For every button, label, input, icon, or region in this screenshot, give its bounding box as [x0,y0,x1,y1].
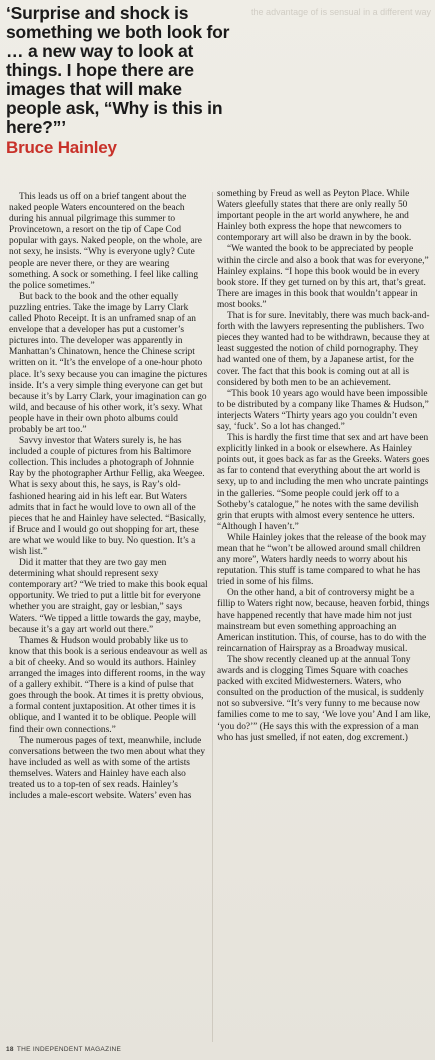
right-paragraph-1: something by Freud as well as Peyton Place. While Waters gleefully states that there are only really 50 important people in the art world anywhere, he and Hainley both express the hope that newcomers to contemporary art will also be drawn in by the book. [217,189,412,244]
left-paragraph-2: But back to the book and the other equally puzzling entries. Take the image by Larry Clark called Photo Receipt. It is an unframed snap of an envelope that a developer has put a customer’s pictures into. The developer was apparently in Manhattan’s Chinatown, hence the Chinese script written on it. “It’s the envelope of a one-hour photo place. It’s sexy because you can imagine the pictures inside. It’s a very simple thing everyone can get but because it’s by Larry Clark, your imagination can go wild, and because of his other work, it’s sexy. What people have in their own photo albums could probably be art too.” [9,291,208,435]
left-paragraph-4: Did it matter that they are two gay men determining what should represent sexy contemporary art? “We tried to make this book equal opportunity. We tried to put a little bit for everyone whether you are straight, gay or lesbian,” says Waters. “We tipped a little towards the gay, maybe, because it’s a gay art world out there.” [9,558,208,635]
right-paragraph-4: “This book 10 years ago would have been impossible to be distributed by a company like Thames & Hudson,” interjects Waters “Thirty years ago you couldn’t even say, ‘fuck’. So a lot has changed.” [217,388,429,432]
right-paragraph-6: While Hainley jokes that the release of the book may mean that he “won’t be allowed around small children any more”, Waters hardly needs to worry about his reputation. This stuff is tame compared to what he has tried in some of his films. [217,532,427,588]
pull-quote [6,4,238,157]
show-through-text: the advantage of is sensual in a different way [251,7,431,17]
publication-name: THE INDEPENDENT MAGAZINE [16,1046,122,1053]
column-divider [212,192,213,1042]
page-footer [6,1046,121,1053]
right-paragraph-2: “We wanted the book to be appreciated by people within the circle and also a book that was for everyone,” Hainley explains. “I hope this book would be in every book store. If they get turned on by this art, that’s great. There are images in this book that wouldn’t appear in most books.” [217,244,429,310]
right-paragraph-8: The show recently cleaned up at the annual Tony awards and is clogging Times Square with coaches packed with excited Midwesterners. Waters, who consulted on the production of the musical, is suddenly not so subversive. “It’s very funny to me because now families come to me to say, ‘We love you’ And I am like, ‘you do?’” (He says this with the expression of a man who has just smelled, if not eaten, dog excrement.) [217,654,431,743]
page-number: 18 [6,1046,14,1053]
left-paragraph-5: Thames & Hudson would probably like us to know that this book is a serious endeavour as well as a bit of cheeky. And so would its authors. Hainley arranged the images into different rooms, in the way of a gallery exhibit. “There is a kind of pulse that goes through the book. At times it is pretty obvious, a formal content juxtaposition. At other times it is oblique, and I wanted it to be oblique. People will find their own connections.” [9,635,208,735]
right-column [217,189,431,744]
left-paragraph-1: This leads us off on a brief tangent about the naked people Waters encountered on the beach during his annual pilgrimage this summer to Provincetown, a resort on the tip of Cape Cod popular with gays. Naked people, on the whole, are not sexy, he insists. “Why is everyone ugly? Cute people are never there, or they are wearing something. A sock or something. I feel like calling the police sometimes.” [9,192,202,291]
left-paragraph-3: Savvy investor that Waters surely is, he has included a couple of pictures from his Baltimore collection. This includes a photograph of Johnnie Ray by the photographer Arthur Fellig, aka Weegee. What is sexy about this, he says, is Ray’s old-fashioned hearing aid in his left ear. But Waters admits that in fact he would love to own all of the pieces that he and Hainley have selected. “Basically, if Bruce and I would go out shopping for art, these are what we would like to buy. No question. It’s a wish list.” [9,436,206,557]
left-paragraph-6: The numerous pages of text, meanwhile, include conversations between the two men about what they have included as well as with some of the artists themselves. Waters and Hainley have each also treated us to a top-ten of sex reads. Hainley’s includes a male-escort website. Waters’ even has [9,735,206,802]
pull-quote-author: Bruce Hainley [6,138,117,157]
left-column [9,192,209,802]
right-paragraph-5: This is hardly the first time that sex and art have been explicitly linked in a book or elsewhere. As Hainley points out, it goes back as far as the Greeks. Waters goes as far to contend that everything about the art world is sexy, up to and including the men who uncrate paintings in the galleries. “Some people could jerk off to a Sotheby’s catalogue,” he notes with the same devilish grin that erupts with almost every sentence he utters. “Although I haven’t.” [217,433,430,532]
pull-quote-text: ‘Surprise and shock is something we both look for … a new way to look at things. I hope there are images that will make people ask, “Why is this in here?”’ [6,3,230,137]
right-paragraph-7: On the other hand, a bit of controversy might be a fillip to Waters right now, because, heaven forbid, things have happened recently that have made him not just mainstream but even something approaching an American institution. This, of course, has to do with the reincarnation of Hairspray as a Broadway musical. [217,588,430,654]
right-paragraph-3: That is for sure. Inevitably, there was much back-and-forth with the lawyers representing the publishers. Two pieces they wanted had to be withdrawn, because they at least suggested the notion of child pornography. They had wanted one of them, by a Japanese artist, for the cover. The fact that this book is coming out at all is considered by both men to be an achievement. [217,311,430,388]
